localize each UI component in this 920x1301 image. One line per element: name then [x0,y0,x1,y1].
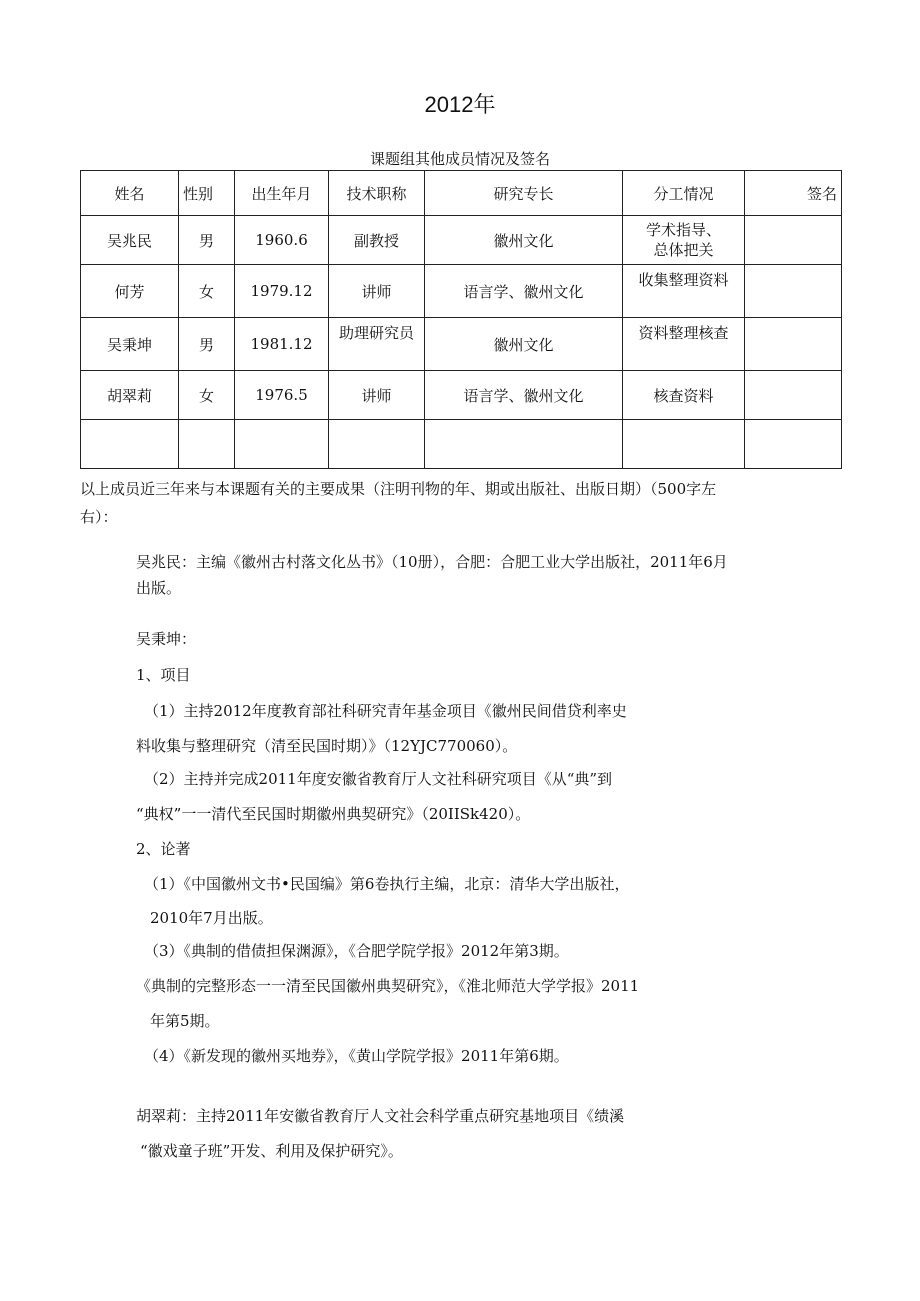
table-cell [425,420,623,469]
signature-cell [745,318,842,371]
table-row [81,318,842,371]
header-cell: 技术职称 [329,171,425,216]
table-cell: 讲师 [329,265,425,318]
table-cell: 1979.12 [235,265,329,318]
table-cell [179,420,235,469]
table-cell: 助理研究员 [329,318,425,371]
table-cell: 吴兆民 [81,216,179,265]
header-cell: 研究专长 [425,171,623,216]
wu-bingkun-heading: 吴秉坤： [136,630,197,648]
signature-cell [745,371,842,420]
table-cell: 男 [179,318,235,371]
table-cell: 男 [179,216,235,265]
table-cell [623,216,745,265]
signature-cell [745,216,842,265]
table-header-row [81,171,842,216]
table-cell: 何芳 [81,265,179,318]
signature-cell [745,420,842,469]
publication-item: （4）《新发现的徽州买地券》，《黄山学院学报》2011年第6期。 [144,1047,569,1065]
header-cell: 分工情况 [623,171,745,216]
intro-text: 以上成员近三年来与本课题有关的主要成果（注明刊物的年、期或出版社、出版日期）（500字左 [80,480,717,498]
year-title: 2012年 [424,92,496,117]
header-cell: 签名 [745,171,842,216]
signature-cell [745,265,842,318]
wu-zhaomin-achievement: 吴兆民：主编《徽州古村落文化丛书》（10册），合肥：合肥工业大学出版社，2011年6月 [136,553,728,571]
header-cell: 出生年月 [235,171,329,216]
header-cell: 姓名 [81,171,179,216]
table-title: 课题组其他成员情况及签名 [369,150,550,168]
section-publications: 2、论著 [136,840,191,858]
hu-cuili-achievement: 胡翠莉：主持2011年安徽省教育厅人文社会科学重点研究基地项目《绩溪 [136,1107,625,1125]
table-cell: 讲师 [329,371,425,420]
header-cell: 性别 [179,171,235,216]
table-cell: 资料整理核查 [623,318,745,371]
table-cell [235,420,329,469]
table-cell: 女 [179,265,235,318]
table-cell: 收集整理资料 [623,265,745,318]
table-row [81,371,842,420]
publication-item: （1）《中国徽州文书•民国编》第6卷执行主编，北京：清华大学出版社， [144,875,630,893]
table-cell: 女 [179,371,235,420]
table-cell: 徽州文化 [425,216,623,265]
table-row [81,216,842,265]
table-cell: 胡翠莉 [81,371,179,420]
table-cell: 吴秉坤 [81,318,179,371]
table-cell [623,420,745,469]
intro-text: 右）： [80,508,118,526]
table-cell: 语言学、徽州文化 [425,371,623,420]
table-cell: 核查资料 [623,371,745,420]
publication-item: 年第5期。 [150,1012,220,1030]
table-cell: 副教授 [329,216,425,265]
table-row [81,265,842,318]
section-projects: 1、项目 [136,666,191,684]
project-item: “典权”一一清代至民国时期徽州典契研究》（20IISk420）。 [136,805,531,823]
table-cell: 1976.5 [235,371,329,420]
publication-item: （3）《典制的借债担保渊源》，《合肥学院学报》2012年第3期。 [144,942,569,960]
table-row-empty [81,420,842,469]
publication-item: 《典制的完整形态一一清至民国徽州典契研究》，《淮北师范大学学报》2011 [136,977,640,995]
table-cell [329,420,425,469]
project-item: 料收集与整理研究（清至民国时期）》（12YJC770060）。 [136,737,518,755]
duty-line: 学术指导、 [645,221,721,239]
wu-zhaomin-achievement: 出版。 [136,579,182,597]
publication-item: 2010年7月出版。 [150,909,273,927]
members-table [80,170,842,469]
hu-cuili-achievement: “徽戏童子班”开发、利用及保护研究》。 [140,1142,403,1160]
table-cell: 1981.12 [235,318,329,371]
table-cell: 1960.6 [235,216,329,265]
project-item: （1）主持2012年度教育部社科研究青年基金项目《徽州民间借贷利率史 [144,702,627,720]
table-cell: 语言学、徽州文化 [425,265,623,318]
table-cell [81,420,179,469]
duty-line: 总体把关 [653,241,714,259]
project-item: （2）主持并完成2011年度安徽省教育厅人文社科研究项目《从“典”到 [144,770,613,788]
table-cell: 徽州文化 [425,318,623,371]
